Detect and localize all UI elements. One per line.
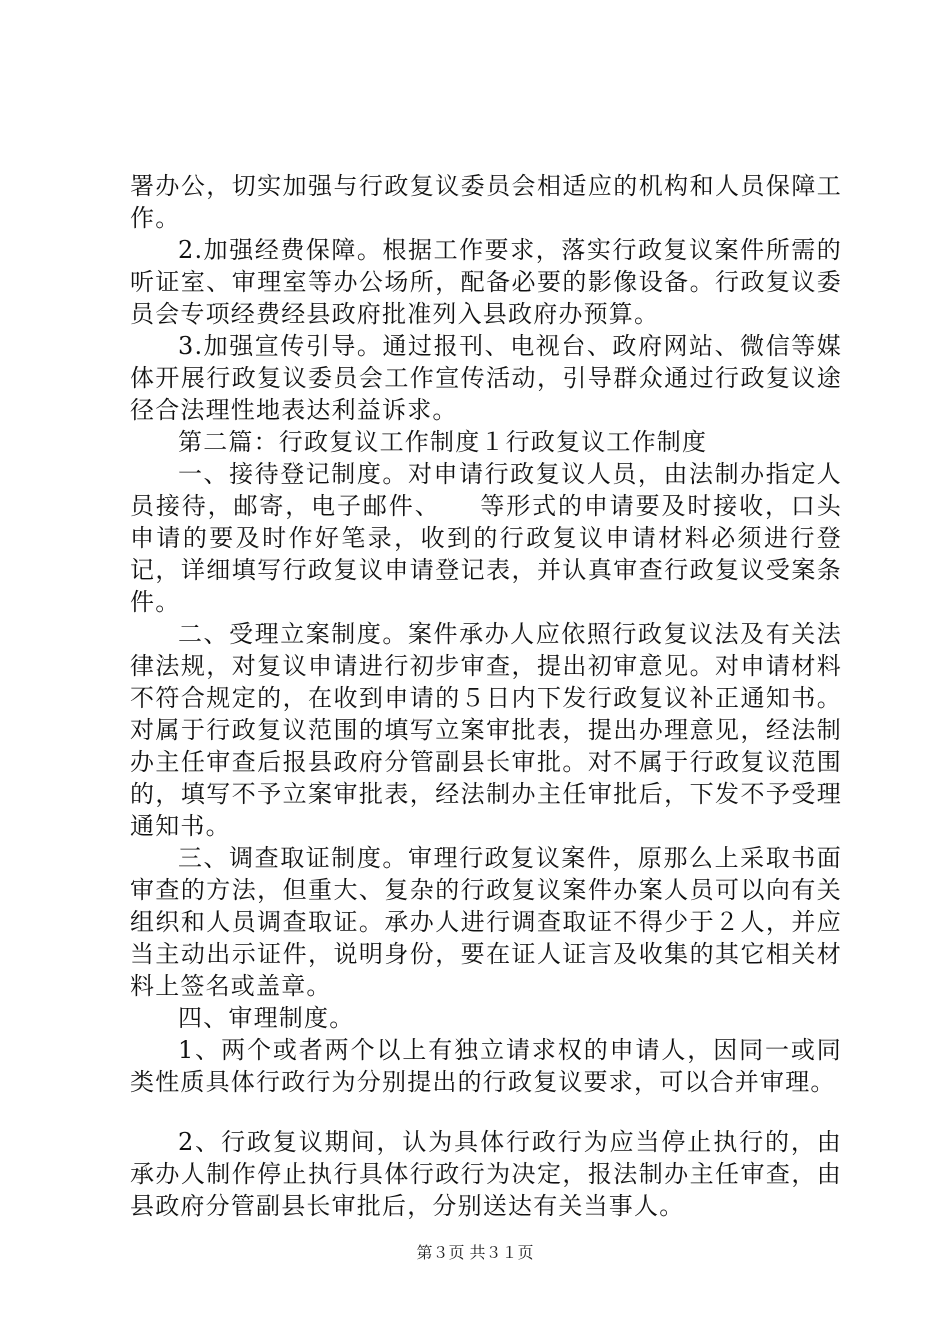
paragraph-review-heading: 四、审理制度。 xyxy=(178,1004,355,1032)
paragraph-investigation: 三、调查取证制度。审理行政复议案件，原那么上采取书面审查的方法，但重大、复杂的行政复议案件办案人员可以向有关组织和人员调查取证。承办人进行调查取证不得少于２人，并应当主动出示证件，说明身份，要在证人证言及收集的其它相关材料上签名或盖章。 xyxy=(130,844,842,1000)
section-heading: 第二篇：行政复议工作制度１行政复议工作制度 xyxy=(178,428,708,456)
paragraph-review-item-2: 2、行政复议期间，认为具体行政行为应当停止执行的，由承办人制作停止执行具体行政行为决定，报法制办主任审查，由县政府分管副县长审批后，分别送达有关当事人。 xyxy=(130,1128,842,1220)
paragraph-funding-guarantee: 2.加强经费保障。根据工作要求，落实行政复议案件所需的听证室、审理室等办公场所，配备必要的影像设备。行政复议委员会专项经费经县政府批准列入县政府办预算。 xyxy=(130,236,842,328)
page-number-footer: 第３页 共３１页 xyxy=(416,1243,534,1262)
paragraph-reception-registration: 一、接待登记制度。对申请行政复议人员，由法制办指定人员接待，邮寄，电子邮件、 等形式的申请要及时接收，口头申请的要及时作好笔录，收到的行政复议申请材料必须进行登记，详细填写行政复议申请登记表，并认真审查行政复议受案条件。 xyxy=(130,460,842,616)
paragraph-review-item-1: 1、两个或者两个以上有独立请求权的申请人，因同一或同类性质具体行政行为分别提出的行政复议要求，可以合并审理。 xyxy=(130,1036,842,1096)
paragraph-publicity-guidance: 3.加强宣传引导。通过报刊、电视台、政府网站、微信等媒体开展行政复议委员会工作宣传活动，引导群众通过行政复议途径合法理性地表达利益诉求。 xyxy=(130,332,842,424)
paragraph-case-acceptance: 二、受理立案制度。案件承办人应依照行政复议法及有关法律法规，对复议申请进行初步审查，提出初审意见。对申请材料不符合规定的，在收到申请的５日内下发行政复议补正通知书。对属于行政复议范围的填写立案审批表，提出办理意见，经法制办主任审查后报县政府分管副县长审批。对不属于行政复议范围的，填写不予立案审批表，经法制办主任审批后，下发不予受理通知书。 xyxy=(130,620,842,840)
paragraph-continuation: 署办公，切实加强与行政复议委员会相适应的机构和人员保障工作。 xyxy=(130,172,842,232)
document-body xyxy=(130,170,842,1222)
